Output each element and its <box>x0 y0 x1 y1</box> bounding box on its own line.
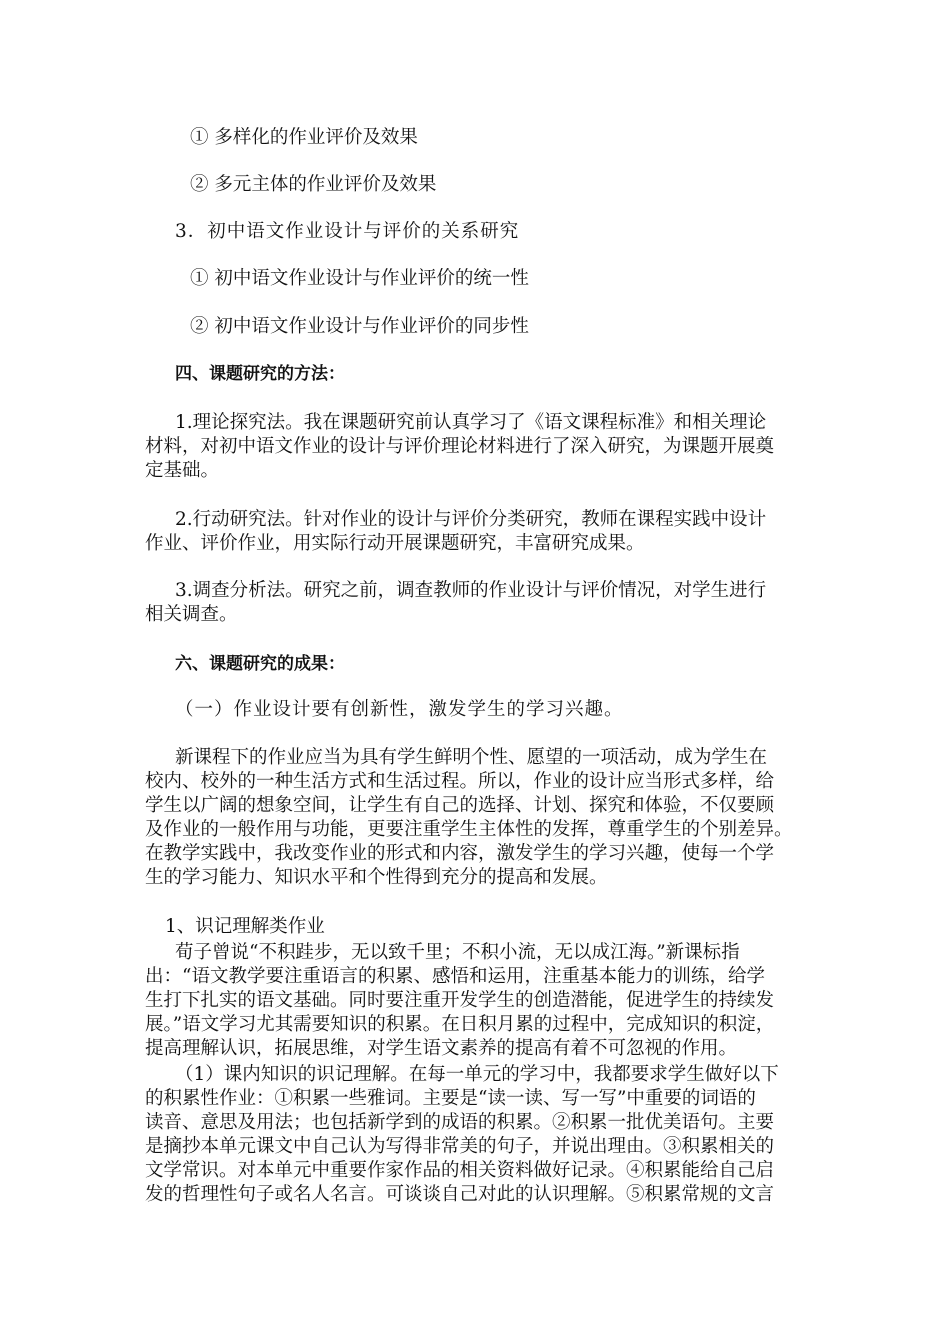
paragraph-line: 作业、评价作业，用实际行动开展课题研究，丰富研究成果。 <box>145 533 645 554</box>
paragraph-line: 的积累性作业：①积累一些雅词。主要是“读一读、写一写”中重要的词语的 <box>145 1088 756 1109</box>
paragraph-line: 荀子曾说“不积跬步，无以致千里；不积小流，无以成江海。”新课标指 <box>175 942 740 963</box>
paragraph-line: 2.行动研究法。针对作业的设计与评价分类研究，教师在课程实践中设计 <box>175 509 767 530</box>
paragraph-line: 及作业的一般作用与功能，更要注重学生主体性的发挥，尊重学生的个别差异。 <box>145 819 793 840</box>
paragraph-line: 出：“语文教学要注重语言的积累、感悟和运用，注重基本能力的训练，给学 <box>145 966 765 987</box>
paragraph-line: 是摘抄本单元课文中自己认为写得非常美的句子，并说出理由。③积累相关的 <box>145 1136 775 1157</box>
section-heading: 六、课题研究的成果： <box>175 654 345 674</box>
paragraph-line: 3.调查分析法。研究之前，调查教师的作业设计与评价情况，对学生进行 <box>175 580 767 601</box>
list-item: ② 多元主体的作业评价及效果 <box>190 174 437 195</box>
paragraph-line: 校内、校外的一种生活方式和生活过程。所以，作业的设计应当形式多样，给 <box>145 771 775 792</box>
paragraph-line: 生的学习能力、知识水平和个性得到充分的提高和发展。 <box>145 867 608 888</box>
paragraph-line: 1.理论探究法。我在课题研究前认真学习了《语文课程标准》和相关理论 <box>175 412 767 433</box>
paragraph-line: （1）课内知识的识记理解。在每一单元的学习中，我都要求学生做好以下 <box>175 1064 779 1085</box>
list-item: ② 初中语文作业设计与作业评价的同步性 <box>190 316 529 337</box>
section-heading: 四、课题研究的方法： <box>175 364 345 384</box>
paragraph-line: 定基础。 <box>145 460 220 481</box>
sub-heading: 1、识记理解类作业 <box>165 916 325 937</box>
section-title: 3．初中语文作业设计与评价的关系研究 <box>175 221 520 242</box>
paragraph-line: 发的哲理性句子或名人名言。可谈谈自己对此的认识理解。⑤积累常规的文言 <box>145 1184 775 1205</box>
paragraph-line: 文学常识。对本单元中重要作家作品的相关资料做好记录。④积累能给自己启 <box>145 1160 775 1181</box>
paragraph-line: 材料，对初中语文作业的设计与评价理论材料进行了深入研究，为课题开展奠 <box>145 436 775 457</box>
paragraph-line: 提高理解认识，拓展思维，对学生语文素养的提高有着不可忽视的作用。 <box>145 1038 738 1059</box>
paragraph-line: 学生以广阔的想象空间，让学生有自己的选择、计划、探究和体验，不仅要顾 <box>145 795 775 816</box>
paragraph-line: 相关调查。 <box>145 604 238 625</box>
list-item: ① 初中语文作业设计与作业评价的统一性 <box>190 268 529 289</box>
paragraph-line: 展。”语文学习尤其需要知识的积累。在日积月累的过程中，完成知识的积淀， <box>145 1014 775 1035</box>
paragraph-line: 生打下扎实的语文基础。同时要注重开发学生的创造潜能，促进学生的持续发 <box>145 990 775 1011</box>
paragraph-line: 新课程下的作业应当为具有学生鲜明个性、愿望的一项活动，成为学生在 <box>175 747 768 768</box>
paragraph-line: 在教学实践中，我改变作业的形式和内容，激发学生的学习兴趣，使每一个学 <box>145 843 775 864</box>
paragraph-line: 读音、意思及用法；也包括新学到的成语的积累。②积累一批优美语句。主要 <box>145 1112 775 1133</box>
sub-heading: （一）作业设计要有创新性，激发学生的学习兴趣。 <box>175 699 624 720</box>
list-item: ① 多样化的作业评价及效果 <box>190 127 418 148</box>
